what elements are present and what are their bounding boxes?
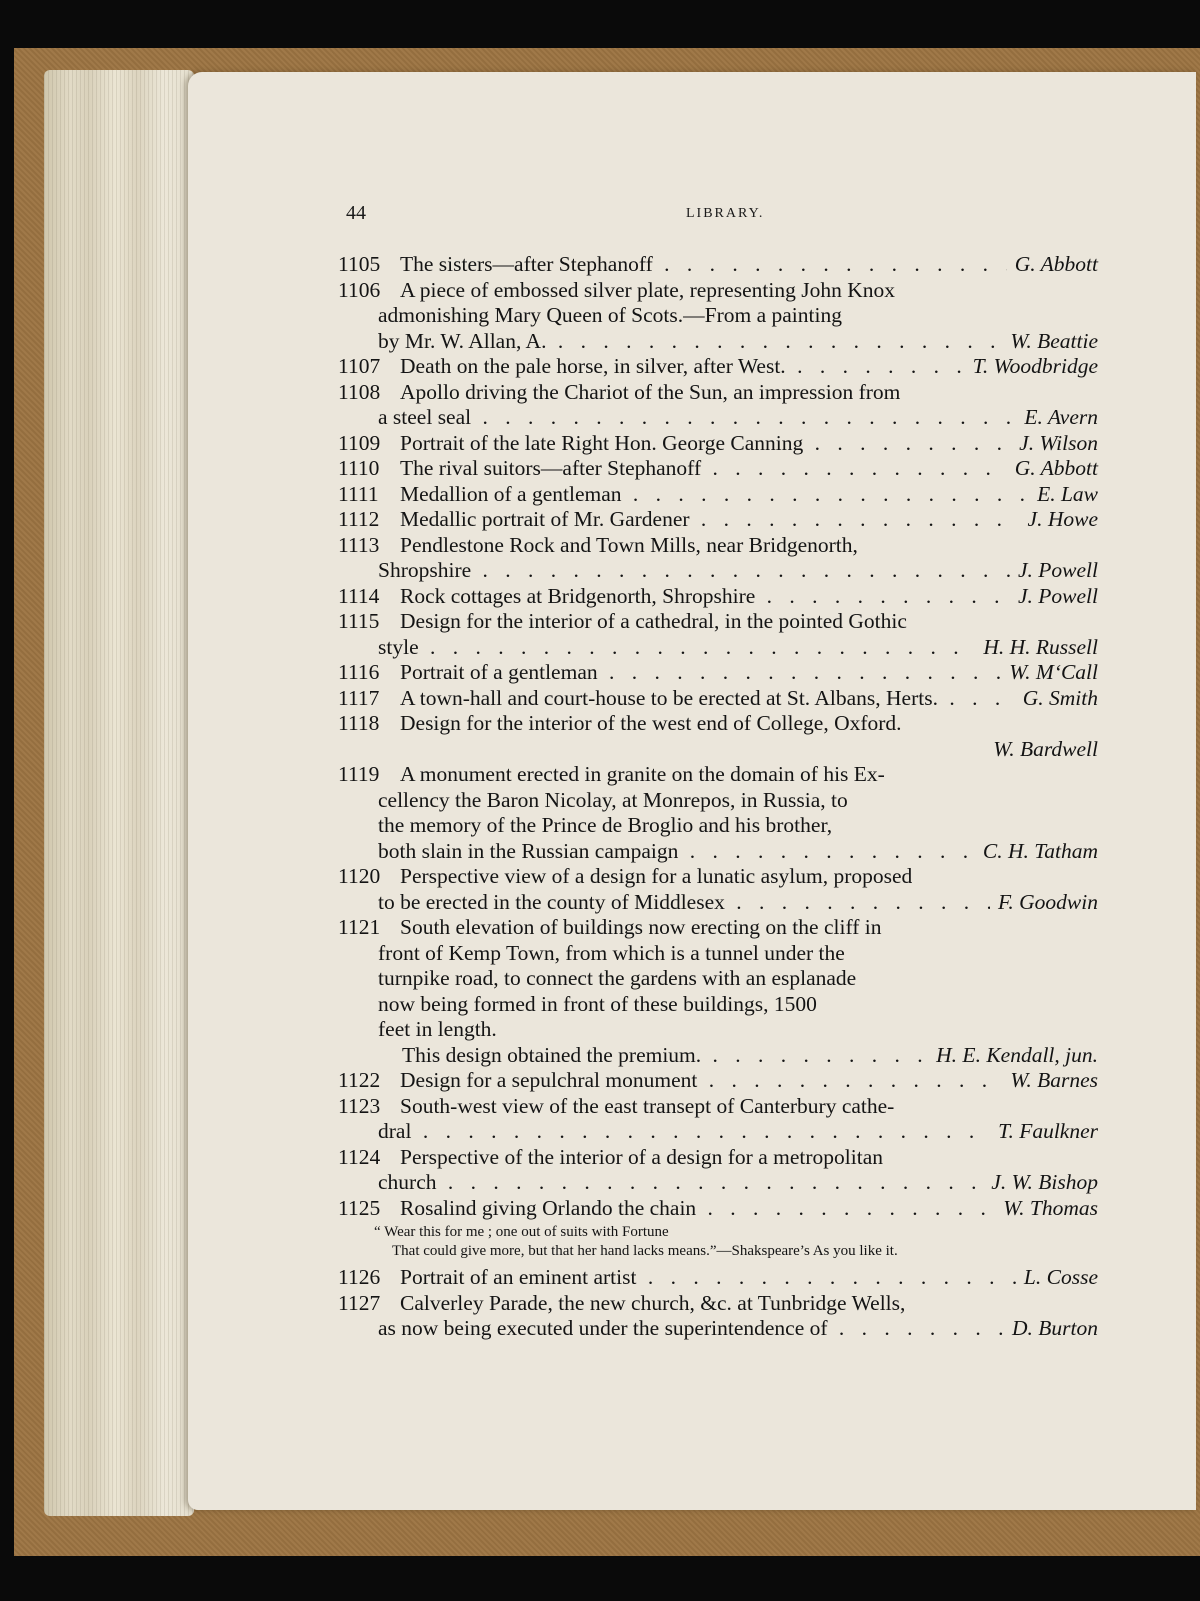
entry-number: 1105	[338, 252, 381, 276]
entry-artist: J. W. Bishop	[991, 1170, 1098, 1194]
entry-title: Medallion of a gentleman . . .	[400, 482, 1029, 508]
catalogue-entry	[338, 864, 1098, 915]
entry-first-line	[338, 1145, 1098, 1171]
page-stack-edge	[44, 70, 194, 1516]
entry-first-line	[338, 711, 1098, 737]
entry-number: 1107	[338, 354, 381, 378]
book-page	[188, 72, 1196, 1510]
entry-title: Medallic portrait of Mr. Gardener . . .	[400, 507, 1020, 533]
entry-title: A piece of embossed silver plate, representing John Knox	[400, 277, 895, 302]
entry-first-line	[338, 354, 1098, 380]
entry-first-line	[338, 864, 1098, 890]
entry-first-line	[338, 278, 1098, 304]
entry-continuation: dral . . .	[378, 1119, 990, 1145]
entry-number: 1113	[338, 532, 380, 557]
entry-artist: J. Howe	[1027, 507, 1098, 531]
entry-continuation: turnpike road, to connect the gardens with an esplanade	[378, 966, 857, 990]
catalogue-entry	[338, 660, 1098, 686]
entry-first-line	[338, 584, 1098, 610]
entry-number: 1126	[338, 1265, 381, 1289]
catalogue-entry	[338, 711, 1098, 762]
entry-first-line	[338, 533, 1098, 559]
entry-note: This design obtained the premium. . . .	[402, 1043, 928, 1069]
entry-title: Apollo driving the Chariot of the Sun, an impression from	[400, 379, 901, 404]
entry-first-line	[338, 660, 1098, 686]
entry-artist: W. Barnes	[1010, 1068, 1098, 1092]
entry-title: South elevation of buildings now erecting on the cliff in	[400, 915, 882, 939]
entry-title: Death on the pale horse, in silver, after West. . . .	[400, 354, 965, 380]
entry-continuation: the memory of the Prince de Broglio and his brother,	[378, 813, 833, 837]
entry-artist: C. H. Tatham	[982, 838, 1098, 863]
entry-artist: G. Abbott	[1014, 252, 1098, 276]
entry-title: Pendlestone Rock and Town Mills, near Bridgenorth,	[400, 532, 858, 557]
entry-artist: G. Abbott	[1014, 456, 1098, 480]
catalogue-entry	[338, 533, 1098, 584]
entry-artist: L. Cosse	[1023, 1265, 1098, 1289]
entry-continuation: feet in length.	[378, 1017, 497, 1041]
entry-artist: H. E. Kendall, jun.	[936, 1042, 1098, 1067]
catalogue-entry	[338, 686, 1098, 712]
entry-number: 1109	[338, 430, 381, 455]
entry-last-line	[338, 890, 1098, 916]
entry-number: 1125	[338, 1195, 381, 1220]
entry-last-line	[338, 737, 1098, 763]
entry-number: 1117	[338, 685, 380, 710]
entry-note-line	[338, 1043, 1098, 1069]
entry-last-line	[338, 1119, 1098, 1145]
entry-title: Design for a sepulchral monument . . .	[400, 1068, 1002, 1094]
page-header	[346, 202, 1106, 232]
page-number: 44	[346, 202, 366, 224]
entry-number: 1124	[338, 1144, 381, 1169]
entry-last-line	[338, 405, 1098, 431]
entry-artist: W. Beattie	[1010, 328, 1098, 353]
catalogue-entry	[338, 609, 1098, 660]
quotation-line: That could give more, but that her hand lacks means.”—Shakspeare’s As you like it.	[392, 1243, 898, 1259]
entry-continuation: a steel seal . . .	[378, 405, 1016, 431]
entry-title: Rosalind giving Orlando the chain . . .	[400, 1196, 995, 1222]
entry-title: A town-hall and court-house to be erected at St. Albans, Herts. . . .	[400, 686, 1015, 712]
entry-artist: E. Law	[1037, 481, 1098, 506]
entry-number: 1123	[338, 1093, 381, 1118]
catalogue-list	[338, 252, 1098, 1342]
entry-title: The rival suitors—after Stephanoff . . .	[400, 456, 1007, 482]
entry-first-line	[338, 1068, 1098, 1094]
entry-continuation: both slain in the Russian campaign . . .	[378, 839, 975, 865]
catalogue-entry	[338, 380, 1098, 431]
catalogue-entry	[338, 1094, 1098, 1145]
entry-continuation: now being formed in front of these buildings, 1500	[378, 991, 817, 1016]
entry-first-line	[338, 1291, 1098, 1317]
entry-first-line	[338, 431, 1098, 457]
entry-artist: T. Woodbridge	[972, 354, 1098, 378]
catalogue-entry	[338, 456, 1098, 482]
entry-first-line	[338, 482, 1098, 508]
entry-last-line	[338, 329, 1098, 355]
quotation-line: “ Wear this for me ; one out of suits with Fortune	[374, 1224, 669, 1240]
entry-first-line	[338, 762, 1098, 788]
entry-continuation: front of Kemp Town, from which is a tunnel under the	[378, 940, 845, 965]
entry-first-line	[338, 380, 1098, 406]
entry-title: Portrait of the late Right Hon. George Canning . . .	[400, 431, 1011, 457]
entry-title: Perspective view of a design for a lunatic asylum, proposed	[400, 864, 913, 888]
entry-artist: J. Powell	[1017, 558, 1098, 582]
catalogue-entry	[338, 915, 1098, 1068]
catalogue-entry	[338, 507, 1098, 533]
catalogue-entry	[338, 1068, 1098, 1094]
catalogue-entry	[338, 1196, 1098, 1262]
entry-first-line	[338, 1094, 1098, 1120]
entry-number: 1118	[338, 711, 380, 735]
entry-number: 1112	[338, 507, 380, 531]
entry-number: 1116	[338, 660, 380, 684]
entry-continuation: to be erected in the county of Middlesex . . .	[378, 890, 990, 916]
catalogue-entry	[338, 482, 1098, 508]
entry-first-line	[338, 1265, 1098, 1291]
entry-artist: G. Smith	[1022, 685, 1098, 710]
entry-number: 1110	[338, 456, 380, 480]
entry-number: 1120	[338, 864, 381, 888]
catalogue-entry	[338, 278, 1098, 355]
catalogue-entry	[338, 584, 1098, 610]
entry-title: Rock cottages at Bridgenorth, Shropshire . . .	[400, 584, 1010, 610]
entry-continuation: admonishing Mary Queen of Scots.—From a painting	[378, 303, 842, 327]
catalogue-entry	[338, 431, 1098, 457]
entry-first-line	[338, 456, 1098, 482]
entry-number: 1114	[338, 583, 380, 608]
catalogue-entry	[338, 1145, 1098, 1196]
entry-artist: J. Wilson	[1019, 430, 1098, 455]
entry-artist: T. Faulkner	[998, 1119, 1098, 1143]
entry-quotation	[338, 1223, 1098, 1261]
entry-last-line	[338, 1316, 1098, 1342]
entry-number: 1106	[338, 277, 381, 302]
entry-first-line	[338, 1196, 1098, 1222]
entry-first-line	[338, 915, 1098, 941]
entry-artist: J. Powell	[1017, 583, 1098, 608]
catalogue-entry	[338, 252, 1098, 278]
entry-continuation: style . . .	[378, 635, 975, 661]
catalogue-entry	[338, 1291, 1098, 1342]
entry-number: 1122	[338, 1068, 381, 1092]
entry-first-line	[338, 507, 1098, 533]
entry-title: The sisters—after Stephanoff . . .	[400, 252, 1007, 278]
catalogue-entry	[338, 762, 1098, 864]
entry-title: Calverley Parade, the new church, &c. at Tunbridge Wells,	[400, 1290, 906, 1315]
running-head: LIBRARY.	[686, 206, 765, 221]
entry-last-line	[338, 558, 1098, 584]
entry-title: Portrait of a gentleman . . .	[400, 660, 1001, 686]
catalogue-entry	[338, 1265, 1098, 1291]
entry-title: Perspective of the interior of a design for a metropolitan	[400, 1144, 883, 1169]
entry-title: Design for the interior of a cathedral, in the pointed Gothic	[400, 609, 907, 633]
entry-title: South-west view of the east transept of Canterbury cathe-	[400, 1093, 895, 1118]
entry-title: A monument erected in granite on the domain of his Ex-	[400, 762, 885, 786]
entry-artist: W. M‘Call	[1009, 660, 1098, 684]
entry-artist: D. Burton	[1012, 1316, 1098, 1340]
entry-number: 1119	[338, 762, 380, 786]
entry-title: Portrait of an eminent artist . . .	[400, 1265, 1016, 1291]
entry-last-line	[338, 635, 1098, 661]
entry-first-line	[338, 609, 1098, 635]
entry-number: 1111	[338, 481, 379, 506]
entry-last-line	[338, 1170, 1098, 1196]
catalogue-entry	[338, 354, 1098, 380]
entry-number: 1127	[338, 1290, 381, 1315]
entry-number: 1108	[338, 379, 381, 404]
entry-continuation: as now being executed under the superintendence of . . .	[378, 1316, 1004, 1342]
entry-number: 1121	[338, 915, 381, 939]
entry-first-line	[338, 252, 1098, 278]
entry-continuation: Shropshire . . .	[378, 558, 1010, 584]
entry-continuation: cellency the Baron Nicolay, at Monrepos, in Russia, to	[378, 787, 848, 812]
entry-continuation: church . . .	[378, 1170, 983, 1196]
entry-first-line	[338, 686, 1098, 712]
entry-artist: W. Thomas	[1003, 1195, 1098, 1220]
entry-artist: H. H. Russell	[983, 634, 1098, 659]
entry-artist: W. Bardwell	[993, 736, 1098, 761]
entry-artist: E. Avern	[1024, 405, 1098, 429]
entry-last-line	[338, 839, 1098, 865]
entry-continuation: by Mr. W. Allan, A. . . .	[378, 329, 1002, 355]
entry-title: Design for the interior of the west end of College, Oxford.	[400, 711, 902, 735]
entry-number: 1115	[338, 609, 380, 633]
entry-artist: F. Goodwin	[998, 889, 1098, 914]
